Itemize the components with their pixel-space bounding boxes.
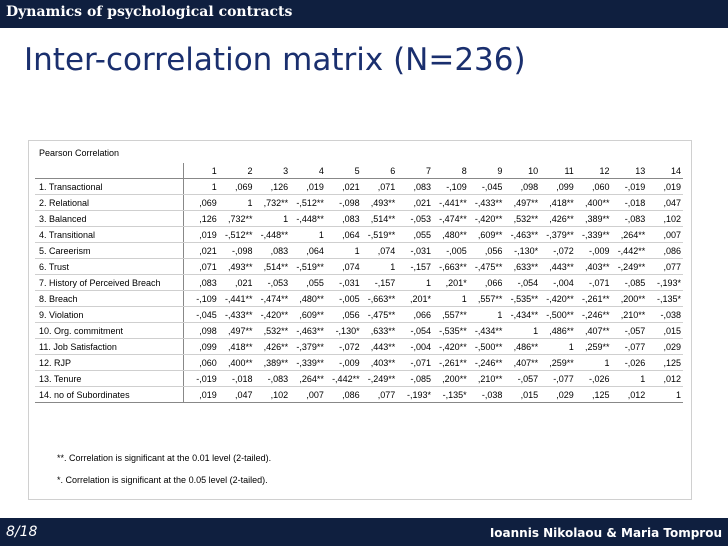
correlation-cell: ,443** xyxy=(362,339,398,355)
correlation-cell: ,021 xyxy=(183,243,219,259)
correlation-cell: 1 xyxy=(290,227,326,243)
correlation-cell: ,021 xyxy=(326,179,362,195)
correlation-cell: ,055 xyxy=(397,227,433,243)
column-header: 1 xyxy=(183,163,219,179)
correlation-cell: ,497** xyxy=(219,323,255,339)
correlation-cell: ,086 xyxy=(326,387,362,403)
correlation-cell: -,433** xyxy=(469,195,505,211)
correlation-cell: ,259** xyxy=(540,355,576,371)
correlation-table-panel xyxy=(28,140,692,500)
correlation-cell: -,193* xyxy=(397,387,433,403)
correlation-cell: -,246** xyxy=(469,355,505,371)
row-label: 14. no of Subordinates xyxy=(35,387,183,403)
correlation-cell: -,005 xyxy=(433,243,469,259)
table-caption: Pearson Correlation xyxy=(39,148,120,158)
course-title: Dynamics of psychological contracts xyxy=(6,4,293,20)
correlation-cell: ,557** xyxy=(433,307,469,323)
correlation-cell: ,125 xyxy=(647,355,683,371)
correlation-table xyxy=(35,163,683,403)
correlation-cell: 1 xyxy=(326,243,362,259)
correlation-cell: ,019 xyxy=(647,179,683,195)
table-row xyxy=(35,307,683,323)
correlation-cell: -,448** xyxy=(290,211,326,227)
correlation-cell: -,512** xyxy=(290,195,326,211)
column-header: 14 xyxy=(647,163,683,179)
correlation-cell: -,009 xyxy=(576,243,612,259)
correlation-cell: -,512** xyxy=(219,227,255,243)
correlation-cell: ,086 xyxy=(647,243,683,259)
correlation-cell: -,475** xyxy=(469,259,505,275)
correlation-cell: -,420** xyxy=(469,211,505,227)
correlation-cell: ,557** xyxy=(469,291,505,307)
correlation-cell: -,057 xyxy=(612,323,648,339)
correlation-cell: ,210** xyxy=(612,307,648,323)
correlation-cell: -,261** xyxy=(433,355,469,371)
correlation-cell: -,083 xyxy=(254,371,290,387)
correlation-cell: -,475** xyxy=(362,307,398,323)
correlation-cell: -,519** xyxy=(290,259,326,275)
correlation-cell: ,047 xyxy=(647,195,683,211)
column-header: 12 xyxy=(576,163,612,179)
correlation-cell: ,083 xyxy=(254,243,290,259)
correlation-cell: ,012 xyxy=(612,387,648,403)
correlation-cell: -,448** xyxy=(254,227,290,243)
table-row xyxy=(35,355,683,371)
correlation-cell: ,099 xyxy=(540,179,576,195)
correlation-cell: -,019 xyxy=(183,371,219,387)
correlation-cell: ,418** xyxy=(540,195,576,211)
correlation-cell: ,077 xyxy=(362,387,398,403)
row-label: 3. Balanced xyxy=(35,211,183,227)
correlation-cell: ,264** xyxy=(290,371,326,387)
correlation-cell: ,098 xyxy=(183,323,219,339)
correlation-cell: -,019 xyxy=(612,179,648,195)
column-header: 6 xyxy=(362,163,398,179)
correlation-cell: -,135* xyxy=(433,387,469,403)
row-label: 2. Relational xyxy=(35,195,183,211)
correlation-cell: -,031 xyxy=(397,243,433,259)
correlation-cell: ,443** xyxy=(540,259,576,275)
correlation-cell: -,018 xyxy=(612,195,648,211)
row-label: 4. Transitional xyxy=(35,227,183,243)
correlation-cell: -,420** xyxy=(433,339,469,355)
correlation-cell: -,500** xyxy=(469,339,505,355)
correlation-cell: ,060 xyxy=(183,355,219,371)
correlation-cell: ,532** xyxy=(504,211,540,227)
correlation-cell: ,480** xyxy=(433,227,469,243)
correlation-cell: ,403** xyxy=(362,355,398,371)
correlation-cell: ,407** xyxy=(576,323,612,339)
correlation-cell: -,441** xyxy=(433,195,469,211)
column-header: 11 xyxy=(540,163,576,179)
correlation-cell: -,004 xyxy=(540,275,576,291)
correlation-cell: ,400** xyxy=(576,195,612,211)
correlation-cell: ,633** xyxy=(504,259,540,275)
table-row xyxy=(35,259,683,275)
correlation-cell: -,474** xyxy=(433,211,469,227)
correlation-cell: 1 xyxy=(397,275,433,291)
correlation-cell: -,663** xyxy=(433,259,469,275)
correlation-cell: -,085 xyxy=(397,371,433,387)
correlation-cell: 1 xyxy=(612,371,648,387)
correlation-cell: 1 xyxy=(183,179,219,195)
correlation-cell: ,099 xyxy=(183,339,219,355)
correlation-cell: ,732** xyxy=(219,211,255,227)
correlation-cell: -,519** xyxy=(362,227,398,243)
correlation-cell: ,514** xyxy=(362,211,398,227)
correlation-cell: -,004 xyxy=(397,339,433,355)
correlation-cell: ,609** xyxy=(469,227,505,243)
correlation-cell: -,157 xyxy=(397,259,433,275)
correlation-cell: ,007 xyxy=(290,387,326,403)
slide-title: Inter-correlation matrix (N=236) xyxy=(24,42,526,78)
correlation-cell: -,261** xyxy=(576,291,612,307)
correlation-cell: -,038 xyxy=(469,387,505,403)
correlation-cell: ,077 xyxy=(647,259,683,275)
correlation-cell: ,486** xyxy=(540,323,576,339)
correlation-cell: ,514** xyxy=(254,259,290,275)
row-label: 13. Tenure xyxy=(35,371,183,387)
column-header: 7 xyxy=(397,163,433,179)
correlation-cell: ,609** xyxy=(290,307,326,323)
correlation-cell: -,663** xyxy=(362,291,398,307)
correlation-cell: ,047 xyxy=(219,387,255,403)
table-row xyxy=(35,211,683,227)
significance-note-005: *. Correlation is significant at the 0.05 level (2-tailed). xyxy=(57,475,268,485)
correlation-cell: ,071 xyxy=(183,259,219,275)
table-row xyxy=(35,339,683,355)
correlation-cell: -,053 xyxy=(254,275,290,291)
table-row xyxy=(35,371,683,387)
correlation-cell: -,026 xyxy=(612,355,648,371)
correlation-cell: -,072 xyxy=(326,339,362,355)
correlation-cell: -,420** xyxy=(254,307,290,323)
correlation-cell: -,442** xyxy=(612,243,648,259)
table-row xyxy=(35,387,683,403)
column-header: 13 xyxy=(612,163,648,179)
correlation-cell: ,200** xyxy=(433,371,469,387)
correlation-cell: ,126 xyxy=(183,211,219,227)
correlation-cell: 1 xyxy=(576,355,612,371)
correlation-cell: -,009 xyxy=(326,355,362,371)
row-label: 10. Org. commitment xyxy=(35,323,183,339)
correlation-cell: -,045 xyxy=(469,179,505,195)
column-header: 10 xyxy=(504,163,540,179)
correlation-cell: -,535** xyxy=(433,323,469,339)
correlation-cell: ,102 xyxy=(647,211,683,227)
table-row xyxy=(35,291,683,307)
correlation-cell: -,072 xyxy=(540,243,576,259)
correlation-cell: ,019 xyxy=(183,227,219,243)
correlation-cell: -,057 xyxy=(504,371,540,387)
correlation-cell: -,098 xyxy=(326,195,362,211)
correlation-cell: -,130* xyxy=(326,323,362,339)
correlation-cell: ,066 xyxy=(469,275,505,291)
correlation-cell: -,077 xyxy=(540,371,576,387)
correlation-cell: ,403** xyxy=(576,259,612,275)
correlation-cell: -,026 xyxy=(576,371,612,387)
header-bar xyxy=(0,0,728,28)
correlation-cell: ,201* xyxy=(397,291,433,307)
correlation-cell: 1 xyxy=(362,259,398,275)
correlation-cell: ,083 xyxy=(326,211,362,227)
correlation-cell: ,210** xyxy=(469,371,505,387)
correlation-cell: -,054 xyxy=(397,323,433,339)
correlation-cell: -,098 xyxy=(219,243,255,259)
correlation-cell: ,019 xyxy=(290,179,326,195)
correlation-cell: -,018 xyxy=(219,371,255,387)
correlation-cell: -,441** xyxy=(219,291,255,307)
row-label: 9. Violation xyxy=(35,307,183,323)
correlation-cell: ,056 xyxy=(326,307,362,323)
correlation-cell: -,474** xyxy=(254,291,290,307)
table-row xyxy=(35,243,683,259)
header-corner xyxy=(35,163,183,179)
table-row xyxy=(35,195,683,211)
correlation-cell: ,083 xyxy=(397,179,433,195)
column-header: 8 xyxy=(433,163,469,179)
correlation-cell: ,074 xyxy=(362,243,398,259)
correlation-cell: -,054 xyxy=(504,275,540,291)
correlation-cell: ,407** xyxy=(504,355,540,371)
correlation-cell: ,200** xyxy=(612,291,648,307)
table-body xyxy=(35,179,683,403)
page-number: 8/18 xyxy=(6,524,38,540)
correlation-cell: ,021 xyxy=(397,195,433,211)
correlation-cell: ,201* xyxy=(433,275,469,291)
table-row xyxy=(35,275,683,291)
correlation-cell: -,500** xyxy=(540,307,576,323)
correlation-cell: ,029 xyxy=(540,387,576,403)
correlation-cell: 1 xyxy=(540,339,576,355)
correlation-cell: ,102 xyxy=(254,387,290,403)
correlation-cell: ,264** xyxy=(612,227,648,243)
row-label: 12. RJP xyxy=(35,355,183,371)
correlation-cell: -,071 xyxy=(576,275,612,291)
correlation-cell: -,442** xyxy=(326,371,362,387)
column-header: 4 xyxy=(290,163,326,179)
row-label: 8. Breach xyxy=(35,291,183,307)
row-label: 11. Job Satisfaction xyxy=(35,339,183,355)
correlation-cell: ,055 xyxy=(290,275,326,291)
correlation-cell: ,007 xyxy=(647,227,683,243)
correlation-cell: -,130* xyxy=(504,243,540,259)
correlation-cell: ,418** xyxy=(219,339,255,355)
row-label: 1. Transactional xyxy=(35,179,183,195)
correlation-cell: 1 xyxy=(433,291,469,307)
table-row xyxy=(35,179,683,195)
correlation-cell: ,532** xyxy=(254,323,290,339)
correlation-cell: ,480** xyxy=(290,291,326,307)
footer-bar xyxy=(0,518,728,546)
table-row xyxy=(35,323,683,339)
correlation-cell: ,066 xyxy=(397,307,433,323)
correlation-cell: -,109 xyxy=(183,291,219,307)
correlation-cell: -,085 xyxy=(612,275,648,291)
footer-authors: Ioannis Nikolaou & Maria Tomprou xyxy=(489,526,722,540)
correlation-cell: ,259** xyxy=(576,339,612,355)
correlation-cell: -,038 xyxy=(647,307,683,323)
correlation-cell: ,497** xyxy=(504,195,540,211)
correlation-cell: ,019 xyxy=(183,387,219,403)
correlation-cell: ,015 xyxy=(504,387,540,403)
correlation-cell: -,434** xyxy=(504,307,540,323)
correlation-cell: ,029 xyxy=(647,339,683,355)
correlation-cell: ,098 xyxy=(504,179,540,195)
correlation-cell: -,135* xyxy=(647,291,683,307)
correlation-cell: 1 xyxy=(254,211,290,227)
correlation-cell: -,420** xyxy=(540,291,576,307)
correlation-cell: ,056 xyxy=(469,243,505,259)
correlation-cell: ,064 xyxy=(326,227,362,243)
significance-note-001: **. Correlation is significant at the 0.01 level (2-tailed). xyxy=(57,453,272,463)
correlation-cell: ,064 xyxy=(290,243,326,259)
correlation-cell: -,535** xyxy=(504,291,540,307)
correlation-cell: -,109 xyxy=(433,179,469,195)
correlation-cell: 1 xyxy=(469,307,505,323)
correlation-cell: -,463** xyxy=(290,323,326,339)
correlation-cell: ,071 xyxy=(362,179,398,195)
correlation-cell: -,379** xyxy=(540,227,576,243)
correlation-cell: 1 xyxy=(504,323,540,339)
correlation-cell: -,434** xyxy=(469,323,505,339)
correlation-cell: ,069 xyxy=(183,195,219,211)
correlation-cell: -,045 xyxy=(183,307,219,323)
correlation-cell: -,433** xyxy=(219,307,255,323)
table-header-row xyxy=(35,163,683,179)
correlation-cell: ,389** xyxy=(576,211,612,227)
correlation-cell: -,031 xyxy=(326,275,362,291)
row-label: 7. History of Perceived Breach xyxy=(35,275,183,291)
correlation-cell: ,125 xyxy=(576,387,612,403)
correlation-cell: ,493** xyxy=(362,195,398,211)
correlation-cell: -,053 xyxy=(397,211,433,227)
correlation-cell: ,015 xyxy=(647,323,683,339)
correlation-cell: 1 xyxy=(219,195,255,211)
correlation-cell: -,071 xyxy=(397,355,433,371)
correlation-cell: ,389** xyxy=(254,355,290,371)
correlation-cell: ,060 xyxy=(576,179,612,195)
correlation-cell: ,426** xyxy=(254,339,290,355)
correlation-cell: ,012 xyxy=(647,371,683,387)
correlation-cell: ,074 xyxy=(326,259,362,275)
row-label: 5. Careerism xyxy=(35,243,183,259)
correlation-cell: 1 xyxy=(647,387,683,403)
correlation-cell: -,339** xyxy=(576,227,612,243)
correlation-cell: -,077 xyxy=(612,339,648,355)
table-row xyxy=(35,227,683,243)
correlation-cell: ,633** xyxy=(362,323,398,339)
correlation-cell: ,069 xyxy=(219,179,255,195)
correlation-cell: -,005 xyxy=(326,291,362,307)
correlation-cell: ,426** xyxy=(540,211,576,227)
column-header: 9 xyxy=(469,163,505,179)
correlation-cell: ,083 xyxy=(183,275,219,291)
correlation-cell: ,486** xyxy=(504,339,540,355)
correlation-cell: -,193* xyxy=(647,275,683,291)
correlation-cell: -,463** xyxy=(504,227,540,243)
correlation-cell: -,249** xyxy=(362,371,398,387)
correlation-cell: -,157 xyxy=(362,275,398,291)
correlation-cell: ,732** xyxy=(254,195,290,211)
row-label: 6. Trust xyxy=(35,259,183,275)
correlation-cell: -,249** xyxy=(612,259,648,275)
correlation-cell: ,400** xyxy=(219,355,255,371)
correlation-cell: -,246** xyxy=(576,307,612,323)
correlation-cell: -,083 xyxy=(612,211,648,227)
column-header: 3 xyxy=(254,163,290,179)
correlation-cell: ,493** xyxy=(219,259,255,275)
column-header: 5 xyxy=(326,163,362,179)
column-header: 2 xyxy=(219,163,255,179)
correlation-cell: ,126 xyxy=(254,179,290,195)
correlation-cell: -,339** xyxy=(290,355,326,371)
correlation-cell: -,379** xyxy=(290,339,326,355)
correlation-cell: ,021 xyxy=(219,275,255,291)
